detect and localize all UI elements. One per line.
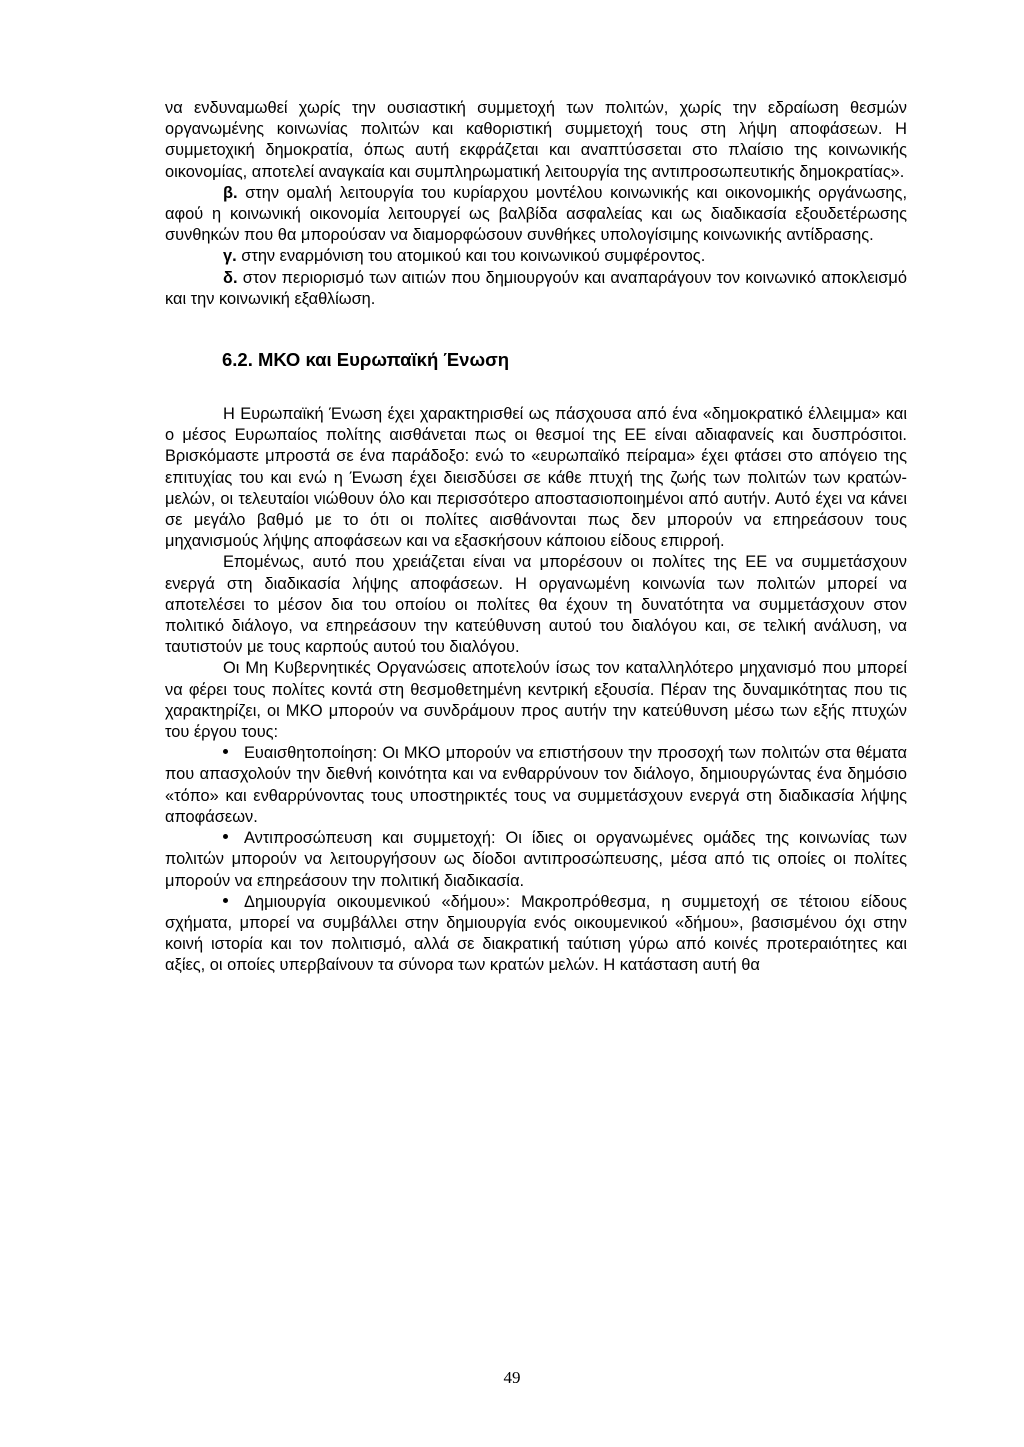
bullet-text: Δημιουργία οικουμενικού «δήμου»: Μακροπρόθεσμα, η συμμετοχή σε τέτοιου είδους σχήματα, μπορεί να συμβάλλει στην δημιουργία ενός οικουμενικού «δήμου», βασισμένου όχι στην κοινή ιστορία και τον πολιτισμό, αλλά σε διακρατική ταύτιση γύρω από κοινές προτεραιότητες και αξίες, οι οποίες υπερβαίνουν τα σύνορα των κρατών μελών. Η κατάσταση αυτή θα [165, 892, 907, 975]
list-text: στην εναρμόνιση του ατομικού και του κοινωνικού συμφέροντος. [236, 247, 706, 266]
intro-paragraph: να ενδυναμωθεί χωρίς την ουσιαστική συμμετοχή των πολιτών, χωρίς την εδραίωση θεσμών οργανωμένης κοινωνίας πολιτών και καθοριστική συμμετοχή τους στη λήψη αποφάσεων. Η συμμετοχική δημοκρατία, όπως αυτή εκφράζεται και αναπτύσσεται στο πλαίσιο της κοινωνικής οικονομίας, αποτελεί αναγκαία και συμπληρωματική λειτουργία της αντιπροσωπευτικής δημοκρατίας». [165, 99, 907, 181]
bullet-item [165, 743, 907, 828]
body-paragraph: Η Ευρωπαϊκή Ένωση έχει χαρακτηρισθεί ως πάσχουσα από ένα «δημοκρατικό έλλειμμα» και ο μέσος Ευρωπαίος πολίτης αισθάνεται πως οι θεσμοί της ΕΕ είναι αδιαφανείς και δυσπρόσιτοι. Βρισκόμαστε μπροστά σε ένα παράδοξο: ενώ το «ευρωπαϊκό πείραμα» έχει φτάσει στο απόγειο της επιτυχίας του και ενώ η Ένωση έχει διεισδύσει σε κάθε πτυχή της ζωής των πολιτών των κρατών-μελών, οι τελευταίοι νιώθουν όλο και περισσότερο αποστασιοποιημένοι από αυτήν. Αυτό έχει να κάνει σε μεγάλο βαθμό με το ότι οι πολίτες αισθάνονται πως δεν μπορούν να επηρεάσουν τους μηχανισμούς λήψης αποφάσεων και να εξασκήσουν κάποιου είδους επιρροή. [165, 405, 907, 551]
list-label: β. [223, 183, 238, 202]
bullet-item [165, 892, 907, 977]
list-item-b [165, 183, 907, 247]
section-heading: 6.2. ΜΚΟ και Ευρωπαϊκή Ένωση [222, 349, 510, 371]
list-item-d [165, 268, 907, 310]
bullet-icon [223, 834, 228, 839]
bullet-item [165, 828, 907, 892]
bullet-icon [223, 898, 228, 903]
list-label: δ. [223, 268, 238, 287]
document-page [165, 98, 907, 977]
bullet-text: Αντιπροσώπευση και συμμετοχή: Οι ίδιες οι οργανωμένες ομάδες της κοινωνίας των πολιτών μπορούν να λειτουργήσουν ως δίοδοι αντιπροσώπευσης, μέσα από τις οποίες οι πολίτες μπορούν να επηρεάσουν την πολιτική διαδικασία. [165, 829, 907, 890]
list-text: στην ομαλή λειτουργία του κυρίαρχου μοντέλου κοινωνικής και οικονομικής οργάνωσης, αφού η κοινωνική οικονομία λειτουργεί ως βαλβίδα ασφαλείας και ως διαδικασία εξουδετέρωσης συνθηκών που θα μπορούσαν να διαμορφώσουν συνθήκες υπολογίσιμης κοινωνικής αντίδρασης. [165, 183, 907, 245]
list-item-c [165, 246, 907, 267]
bullet-text: Ευαισθητοποίηση: Οι ΜΚΟ μπορούν να επιστήσουν την προσοχή των πολιτών στα θέματα που απασχολούν την διεθνή κοινότητα και να ενθαρρύνουν τον διάλογο, δημιουργώντας ένα δημόσιο «τόπο» και ενθαρρύνοντας τους υποστηρικτές τους να συμμετάσχουν ενεργά στη διαδικασία λήψης αποφάσεων. [165, 744, 907, 826]
list-text: στον περιορισμό των αιτιών που δημιουργούν και αναπαράγουν τον κοινωνικό αποκλεισμό και την κοινωνική εξαθλίωση. [165, 268, 907, 308]
bullet-icon [223, 749, 228, 754]
body-paragraph: Οι Μη Κυβερνητικές Οργανώσεις αποτελούν ίσως τον καταλληλότερο μηχανισμό που μπορεί να φέρει τους πολίτες κοντά στη θεσμοθετημένη κεντρική εξουσία. Πέραν της δυναμικότητας που τις χαρακτηρίζει, οι ΜΚΟ μπορούν να συνδράμουν προς αυτήν την κατεύθυνση μέσω των εξής πτυχών του έργου τους: [165, 659, 907, 742]
body-paragraph: Επομένως, αυτό που χρειάζεται είναι να μπορέσουν οι πολίτες της ΕΕ να συμμετάσχουν ενεργά στη διαδικασία λήψης αποφάσεων. Η οργανωμένη κοινωνία των πολιτών μπορεί να αποτελέσει το μέσον δια του οποίου οι πολίτες θα έχουν τη δυνατότητα να συμμετάσχουν στον πολιτικό διάλογο, να επηρεάσουν την κατεύθυνση αυτού του διαλόγου και, σε τελική ανάλυση, να ταυτιστούν με τους καρπούς αυτού του διαλόγου. [165, 553, 907, 657]
list-label: γ. [223, 247, 237, 266]
page-number: 49 [503, 1368, 521, 1387]
